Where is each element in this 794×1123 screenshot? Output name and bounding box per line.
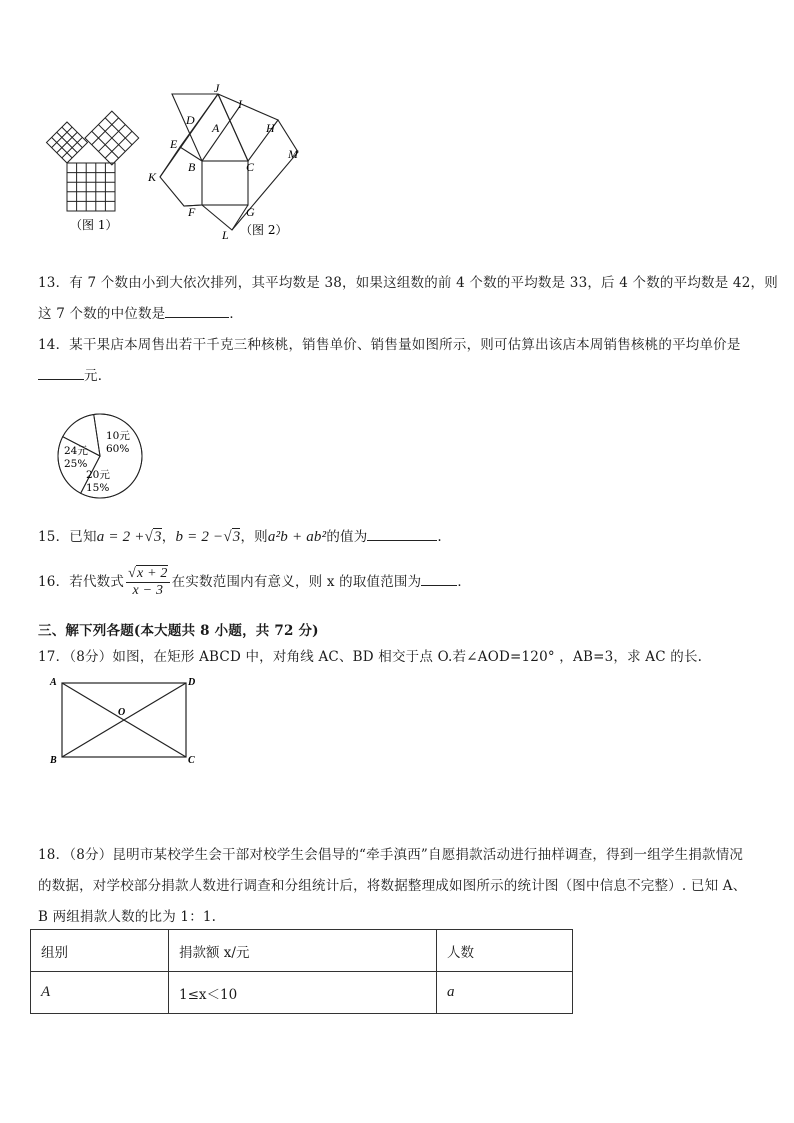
fig2-caption: （图 2） (240, 223, 288, 237)
q16-prefix: 16．若代数式 (38, 574, 125, 590)
q18-line3: B 两组捐款人数的比为 1：1. (38, 909, 217, 925)
table-header: 人数 (437, 930, 573, 972)
q15-sep: ， (161, 529, 176, 545)
table-header: 捐款额 x/元 (169, 930, 437, 972)
pie-label-b-price: 24元 (64, 445, 88, 457)
q15-end: . (437, 529, 442, 545)
q15-expr: a²b + ab² (267, 529, 327, 545)
q15-answer-blank[interactable] (367, 526, 437, 541)
label-M: M (288, 147, 298, 161)
q14-line2-end: 元． (84, 368, 112, 384)
label-B: B (188, 160, 196, 174)
label-L: L (222, 228, 229, 242)
pie-label-c-pct: 15% (86, 482, 110, 494)
q18-line2: 的数据，对学校部分捐款人数进行调查和分组统计后，将数据整理成如图所示的统计图（图中信息不完整）. 已知 A、 (38, 878, 747, 894)
q13-line2-end: ． (229, 306, 244, 322)
q15-mid: ，则 (240, 529, 268, 545)
label-E: E (170, 137, 178, 151)
pie-chart (52, 412, 152, 502)
q15-prefix: 15．已知 (38, 529, 97, 545)
q17-text: 17．（8分）如图，在矩形 ABCD 中，对角线 AC、BD 相交于点 O.若∠AOD=120° ，AB=3，求 AC 的长. (38, 649, 703, 665)
q15-a-expr: a = 2 + (96, 529, 145, 545)
q16-line (38, 566, 471, 599)
q15-b-rad: 3 (232, 529, 241, 545)
q16-denominator: x − 3 (132, 583, 164, 598)
table-row (31, 972, 573, 1014)
q15-b-expr: b = 2 − (175, 529, 224, 545)
table-header-row (31, 930, 573, 972)
pie-label-b-pct: 25% (64, 458, 88, 470)
pie-label-a-pct: 60% (106, 443, 130, 455)
q18-line1: 18．（8分）昆明市某校学生会干部对校学生会倡导的“牵手滇西”自愿捐款活动进行抽样调查，得到一组学生捐款情况 (38, 847, 744, 863)
q16-suffix: 在实数范围内有意义，则 x 的取值范围为 (171, 574, 422, 590)
q13-line2-text: 这 7 个数的中位数是 (38, 306, 166, 322)
pie-label-c-price: 20元 (86, 469, 110, 481)
figure-2 (140, 82, 310, 242)
q16-answer-blank[interactable] (421, 571, 457, 586)
label-D: D (186, 113, 195, 127)
q16-end: ． (457, 574, 472, 590)
section-3-heading: 三、解下列各题(本大题共 8 小题，共 72 分) (38, 623, 319, 639)
q16-numerator: x + 2 (136, 566, 168, 581)
rect-label-B: B (50, 755, 57, 766)
rect-label-D: D (188, 677, 196, 688)
q15-line: 15．已知a = 2 +√3，b = 2 −√3，则a²b + ab²的值为 . (38, 525, 442, 546)
label-J: J (214, 82, 220, 95)
rect-label-A: A (50, 677, 57, 688)
label-I: I (238, 97, 242, 111)
table-header: 组别 (31, 930, 169, 972)
q14-answer-blank[interactable] (38, 365, 84, 380)
label-C: C (246, 160, 255, 174)
rect-label-O: O (118, 707, 126, 718)
label-F: F (188, 205, 196, 219)
q13-line2 (38, 302, 243, 322)
table-cell: A (31, 972, 169, 1014)
rectangle-figure (46, 672, 202, 768)
table-cell: 1≤x＜10 (169, 972, 437, 1014)
figure-1 (40, 108, 140, 238)
table-cell: a (437, 972, 573, 1014)
pie-label-a-price: 10元 (106, 430, 130, 442)
q18-table (30, 929, 573, 1014)
fig1-caption: （图 1） (70, 218, 118, 232)
label-G: G (246, 205, 255, 219)
q15-a-rad: 3 (154, 529, 162, 545)
label-K: K (148, 170, 157, 184)
label-A: A (212, 121, 220, 135)
q13-line1: 13．有 7 个数由小到大依次排列，其平均数是 38，如果这组数的前 4 个数的平均数是 33，后 4 个数的平均数是 42，则 (38, 275, 778, 291)
rect-label-C: C (188, 755, 195, 766)
q14-line2 (38, 364, 111, 384)
q16-fraction: $\frac{√x + 2}{x - 3}$ (128, 566, 168, 598)
label-H: H (266, 121, 275, 135)
q15-suffix: 的值为 (326, 529, 368, 545)
q13-answer-blank[interactable] (165, 303, 229, 318)
q14-line1: 14．某干果店本周售出若干千克三种核桃，销售单价、销售量如图所示，则可估算出该店本周销售核桃的平均单价是 (38, 337, 741, 353)
